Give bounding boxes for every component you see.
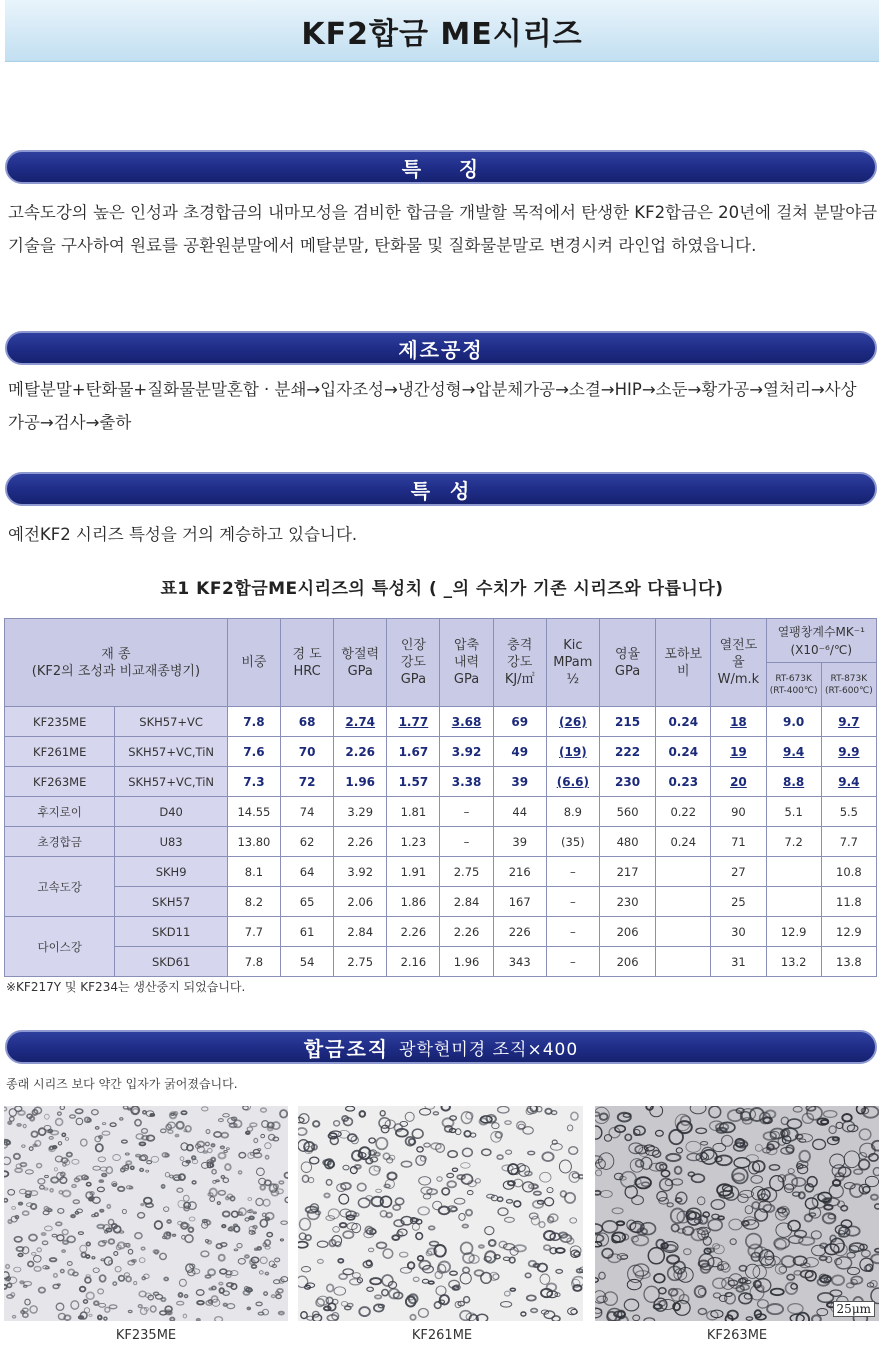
cell-value: 62 <box>299 834 315 849</box>
table-cell <box>227 887 280 917</box>
table-cell <box>227 767 280 797</box>
micrograph-grain <box>132 1260 136 1262</box>
cell-value: 226 <box>508 924 531 939</box>
section-bar-structure <box>5 1030 877 1064</box>
row-group-label: KF261ME <box>5 737 115 767</box>
section-heading-features: 특 징 <box>401 156 481 181</box>
cell-value: 39 <box>512 834 528 849</box>
table-cell <box>334 737 387 767</box>
table-cell <box>227 857 280 887</box>
cell-value: 71 <box>731 834 746 849</box>
cell-value: 1.23 <box>400 834 427 849</box>
cell-value: 1.57 <box>398 774 429 789</box>
cell-value: 39 <box>511 774 529 789</box>
cell-value: 2.75 <box>453 864 480 879</box>
table-cell <box>711 767 766 797</box>
header-expansion-600: RT-873K (RT-600℃) <box>821 663 876 707</box>
cell-value: 0.24 <box>670 834 697 849</box>
cell-value: 10.8 <box>836 864 862 879</box>
micrograph-image <box>298 1106 583 1321</box>
cell-value: 2.26 <box>400 924 427 939</box>
row-grade-label: SKD11 <box>115 917 227 947</box>
cell-value: 7.3 <box>243 774 265 789</box>
table-cell <box>766 737 821 767</box>
table-row <box>5 887 877 917</box>
cell-value: (26) <box>559 714 587 729</box>
table-cell <box>599 767 655 797</box>
cell-value: 18 <box>730 714 747 729</box>
table-cell <box>546 767 599 797</box>
table-cell <box>493 947 546 977</box>
table-row <box>5 947 877 977</box>
section-heading-structure: 합금조직 <box>303 1036 390 1061</box>
table-cell <box>766 767 821 797</box>
table-cell <box>599 917 655 947</box>
table-row <box>5 797 877 827</box>
table-cell <box>493 857 546 887</box>
table-cell <box>766 827 821 857</box>
cell-value: 0.24 <box>668 744 699 759</box>
table-cell <box>711 737 766 767</box>
table-cell <box>821 707 876 737</box>
cell-value: 1.96 <box>453 954 480 969</box>
table-cell <box>656 797 711 827</box>
table-cell <box>546 707 599 737</box>
table-cell <box>493 737 546 767</box>
cell-value: 3.92 <box>451 744 482 759</box>
cell-value: 19 <box>730 744 747 759</box>
cell-value: 1.67 <box>398 744 429 759</box>
cell-value: 206 <box>616 954 639 969</box>
table-cell <box>227 737 280 767</box>
row-grade-label: SKH57 <box>115 887 227 917</box>
cell-value: 480 <box>616 834 639 849</box>
row-grade-label: D40 <box>115 797 227 827</box>
section-heading-process: 제조공정 <box>398 337 484 362</box>
table-cell <box>387 827 440 857</box>
table-cell <box>821 917 876 947</box>
cell-value: 2.26 <box>345 744 376 759</box>
table-cell <box>546 737 599 767</box>
cell-value: (19) <box>559 744 587 759</box>
table-cell <box>227 797 280 827</box>
table-cell <box>281 827 334 857</box>
table-cell <box>711 797 766 827</box>
cell-value: 206 <box>616 924 639 939</box>
cell-value: – <box>463 834 470 849</box>
table-cell <box>440 797 493 827</box>
cell-value: 0.24 <box>668 714 699 729</box>
cell-value: 7.7 <box>839 834 858 849</box>
table-cell <box>387 797 440 827</box>
cell-value: 31 <box>731 954 746 969</box>
header-impact: 충격 강도 KJ/㎡ <box>493 619 546 707</box>
table-cell <box>334 857 387 887</box>
header-expansion-400: RT-673K (RT-400℃) <box>766 663 821 707</box>
table-cell <box>821 947 876 977</box>
features-text: 고속도강의 높은 인성과 초경합금의 내마모성을 겸비한 합금을 개발할 목적에서 탄생한 KF2합금은 20년에 걸쳐 분말야금기술을 구사하여 원료를 공환원분말에서 메탈분말, 탄화물 및 질화물분말로 변경시켜 라인업 하였읍니다. <box>8 203 878 255</box>
cell-value: 3.38 <box>451 774 482 789</box>
table-cell <box>821 797 876 827</box>
table-cell <box>387 707 440 737</box>
cell-value: 3.68 <box>451 714 482 729</box>
table-cell <box>387 857 440 887</box>
process-text: 메탈분말+탄화물+질화물분말혼합 · 분쇄→입자조성→냉간성형→압분체가공→소결→HIP→소둔→황가공→열처리→사상가공→검사→출하 <box>8 380 857 432</box>
cell-value: 2.84 <box>347 924 374 939</box>
properties-text: 예전KF2 시리즈 특성을 거의 계승하고 있습니다. <box>8 525 358 544</box>
table-cell <box>546 797 599 827</box>
cell-value: – <box>463 804 470 819</box>
row-grade-label: SKH57+VC,TiN <box>115 767 227 797</box>
header-hardness: 경 도 HRC <box>281 619 334 707</box>
micrograph-image <box>595 1106 879 1321</box>
table-cell <box>599 887 655 917</box>
table-cell <box>711 827 766 857</box>
cell-value: 2.26 <box>347 834 374 849</box>
cell-value: 1.86 <box>400 894 427 909</box>
table-cell <box>493 917 546 947</box>
table-cell <box>546 947 599 977</box>
table-cell <box>821 827 876 857</box>
cell-value: 8.9 <box>563 804 582 819</box>
table-cell <box>599 707 655 737</box>
micrograph-grain <box>100 1180 104 1182</box>
table-cell <box>227 947 280 977</box>
table-cell <box>440 917 493 947</box>
table-row <box>5 767 877 797</box>
table-cell <box>227 707 280 737</box>
table-cell <box>440 887 493 917</box>
cell-value: 11.8 <box>836 894 862 909</box>
micrograph-kf235me <box>4 1106 288 1321</box>
cell-value: 2.06 <box>347 894 374 909</box>
page-title-band <box>5 0 879 62</box>
cell-value: 3.29 <box>347 804 374 819</box>
header-expansion: 열팽창계수MK⁻¹ (X10⁻⁶/℃) <box>766 619 876 663</box>
table-cell <box>334 707 387 737</box>
header-thermal: 열전도 율 W/m.k <box>711 619 766 707</box>
table-cell <box>656 767 711 797</box>
table-cell <box>440 707 493 737</box>
cell-value: 7.8 <box>243 714 265 729</box>
cell-value: 72 <box>298 774 316 789</box>
micrograph-caption-kf263me: KF263ME <box>706 1328 768 1343</box>
row-group-label: KF263ME <box>5 767 115 797</box>
row-grade-label: SKH57+VC,TiN <box>115 737 227 767</box>
cell-value: – <box>569 924 576 939</box>
table-cell <box>440 857 493 887</box>
table-cell <box>821 737 876 767</box>
cell-value: 5.1 <box>784 804 803 819</box>
table-cell <box>334 947 387 977</box>
cell-value: 90 <box>731 804 746 819</box>
table-cell <box>546 917 599 947</box>
cell-value: 217 <box>616 864 639 879</box>
cell-value: 2.26 <box>453 924 480 939</box>
table-cell <box>656 737 711 767</box>
cell-value: 1.96 <box>345 774 376 789</box>
micrograph-image <box>4 1106 288 1321</box>
section-subheading-structure: 광학현미경 조직×400 <box>399 1039 579 1060</box>
table-cell <box>711 887 766 917</box>
cell-value: 1.91 <box>400 864 427 879</box>
table-cell <box>656 857 711 887</box>
cell-value: 44 <box>512 804 528 819</box>
table-cell <box>227 917 280 947</box>
header-young: 영율 GPa <box>599 619 655 707</box>
cell-value: 9.9 <box>838 744 860 759</box>
cell-value: 0.23 <box>668 774 699 789</box>
cell-value: 167 <box>508 894 531 909</box>
cell-value: 1.81 <box>400 804 427 819</box>
cell-value: 13.2 <box>780 954 807 969</box>
cell-value: 3.92 <box>347 864 374 879</box>
table-row <box>5 737 877 767</box>
table-cell <box>599 737 655 767</box>
cell-value: 2.84 <box>453 894 480 909</box>
table-cell <box>821 857 876 887</box>
table-title: 표1 KF2합금ME시리즈의 특성치 ( _의 수치가 기존 시리즈와 다릅니다) <box>160 579 724 599</box>
table-footnote: ※KF217Y 및 KF234는 생산중지 되었습니다. <box>6 980 246 994</box>
table-cell <box>334 917 387 947</box>
table-row <box>5 857 877 887</box>
page-title: KF2합금 ME시리즈 <box>301 16 583 52</box>
table-cell <box>334 767 387 797</box>
table-cell <box>281 947 334 977</box>
table-cell <box>334 887 387 917</box>
table-row <box>5 917 877 947</box>
table-row <box>5 827 877 857</box>
table-cell <box>387 767 440 797</box>
section-heading-properties: 특 성 <box>410 478 472 503</box>
header-kic: Kic MPam ½ <box>546 619 599 707</box>
cell-value: 64 <box>299 864 315 879</box>
table-cell <box>766 797 821 827</box>
cell-value: 215 <box>615 714 641 729</box>
table-cell <box>656 827 711 857</box>
header-density: 비중 <box>227 619 280 707</box>
cell-value: 5.5 <box>839 804 858 819</box>
scale-bar-label: 25μm <box>833 1301 875 1317</box>
table-cell <box>656 887 711 917</box>
cell-value: 222 <box>615 744 641 759</box>
cell-value: 7.6 <box>243 744 265 759</box>
cell-value: 230 <box>616 894 639 909</box>
row-grade-label: SKH57+VC <box>115 707 227 737</box>
header-poisson: 포하보 비 <box>656 619 711 707</box>
header-tensile: 인장 강도 GPa <box>387 619 440 707</box>
cell-value: 49 <box>511 744 529 759</box>
cell-value: 216 <box>508 864 531 879</box>
cell-value: 7.7 <box>244 924 264 939</box>
table-cell <box>766 857 821 887</box>
table-cell <box>493 797 546 827</box>
micrograph-caption-kf235me: KF235ME <box>115 1328 177 1343</box>
table-cell <box>656 947 711 977</box>
row-group-label: 고속도강 <box>5 857 115 917</box>
table-cell <box>334 797 387 827</box>
cell-value: 230 <box>615 774 641 789</box>
cell-value: 12.9 <box>836 924 862 939</box>
cell-value: 8.1 <box>244 864 264 879</box>
table-cell <box>281 917 334 947</box>
cell-value: 13.8 <box>836 954 862 969</box>
cell-value: 343 <box>508 954 531 969</box>
structure-note: 종래 시리즈 보다 약간 입자가 굵어졌습니다. <box>6 1077 238 1091</box>
cell-value: 9.7 <box>838 714 860 729</box>
cell-value: – <box>569 954 576 969</box>
table-cell <box>281 767 334 797</box>
row-group-label: KF235ME <box>5 707 115 737</box>
cell-value: 54 <box>299 954 315 969</box>
table-cell <box>387 917 440 947</box>
cell-value: 14.55 <box>237 804 271 819</box>
table-cell <box>281 797 334 827</box>
table-cell <box>281 737 334 767</box>
cell-value: 9.4 <box>782 744 805 759</box>
cell-value: 8.2 <box>244 894 264 909</box>
cell-value: 30 <box>731 924 746 939</box>
cell-value: 68 <box>298 714 316 729</box>
table-cell <box>821 887 876 917</box>
section-bar-properties <box>5 472 877 506</box>
cell-value: 25 <box>731 894 746 909</box>
cell-value: 20 <box>730 774 747 789</box>
cell-value: 7.8 <box>244 954 264 969</box>
cell-value: – <box>569 894 576 909</box>
micrograph-caption-kf261me: KF261ME <box>411 1328 473 1343</box>
table-row <box>5 707 877 737</box>
section-bar-features <box>5 150 877 184</box>
row-grade-label: U83 <box>115 827 227 857</box>
table-cell <box>281 707 334 737</box>
table-cell <box>711 947 766 977</box>
properties-table <box>4 618 877 977</box>
table-cell <box>599 827 655 857</box>
table-cell <box>387 947 440 977</box>
cell-value: 2.16 <box>400 954 427 969</box>
cell-value: 1.77 <box>398 714 429 729</box>
table-cell <box>440 737 493 767</box>
cell-value: 70 <box>298 744 316 759</box>
cell-value: (35) <box>561 834 585 849</box>
cell-value: 0.22 <box>670 804 697 819</box>
row-group-label: 다이스강 <box>5 917 115 977</box>
table-cell <box>387 737 440 767</box>
cell-value: (6.6) <box>556 774 589 789</box>
table-cell <box>766 947 821 977</box>
table-cell <box>711 857 766 887</box>
cell-value: 74 <box>299 804 315 819</box>
table-cell <box>440 827 493 857</box>
table-cell <box>546 857 599 887</box>
table-cell <box>599 947 655 977</box>
cell-value: 2.75 <box>347 954 374 969</box>
table-cell <box>599 857 655 887</box>
table-cell <box>766 917 821 947</box>
cell-value: 69 <box>511 714 529 729</box>
table-cell <box>281 857 334 887</box>
table-cell <box>493 887 546 917</box>
row-group-label: 초경합금 <box>5 827 115 857</box>
table-cell <box>227 827 280 857</box>
cell-value: 8.8 <box>782 774 805 789</box>
table-cell <box>493 827 546 857</box>
table-cell <box>821 767 876 797</box>
row-group-label: 후지로이 <box>5 797 115 827</box>
header-material: 재 종 (KF2의 조성과 비교재종병기) <box>5 619 228 707</box>
table-cell <box>656 707 711 737</box>
cell-value: 7.2 <box>784 834 803 849</box>
table-cell <box>766 887 821 917</box>
micrograph-kf261me <box>298 1106 583 1321</box>
table-cell <box>493 707 546 737</box>
cell-value: 61 <box>299 924 315 939</box>
table-cell <box>546 827 599 857</box>
row-grade-label: SKD61 <box>115 947 227 977</box>
table-cell <box>334 827 387 857</box>
table-cell <box>711 917 766 947</box>
micrograph-kf263me <box>595 1106 879 1321</box>
table-cell <box>546 887 599 917</box>
cell-value: 27 <box>731 864 746 879</box>
table-cell <box>387 887 440 917</box>
table-cell <box>440 767 493 797</box>
table-cell <box>493 767 546 797</box>
table-cell <box>281 887 334 917</box>
cell-value: 65 <box>299 894 315 909</box>
cell-value: 12.9 <box>780 924 807 939</box>
cell-value: – <box>569 864 576 879</box>
cell-value: 560 <box>616 804 639 819</box>
header-transverse-rupture: 항절력 GPa <box>334 619 387 707</box>
table-cell <box>440 947 493 977</box>
table-cell <box>766 707 821 737</box>
cell-value: 2.74 <box>345 714 376 729</box>
cell-value: 9.0 <box>782 714 805 729</box>
header-compressive: 압축 내력 GPa <box>440 619 493 707</box>
cell-value: 13.80 <box>237 834 271 849</box>
row-grade-label: SKH9 <box>115 857 227 887</box>
table-cell <box>656 917 711 947</box>
section-bar-process <box>5 331 877 365</box>
cell-value: 9.4 <box>838 774 860 789</box>
table-cell <box>599 797 655 827</box>
table-cell <box>711 707 766 737</box>
